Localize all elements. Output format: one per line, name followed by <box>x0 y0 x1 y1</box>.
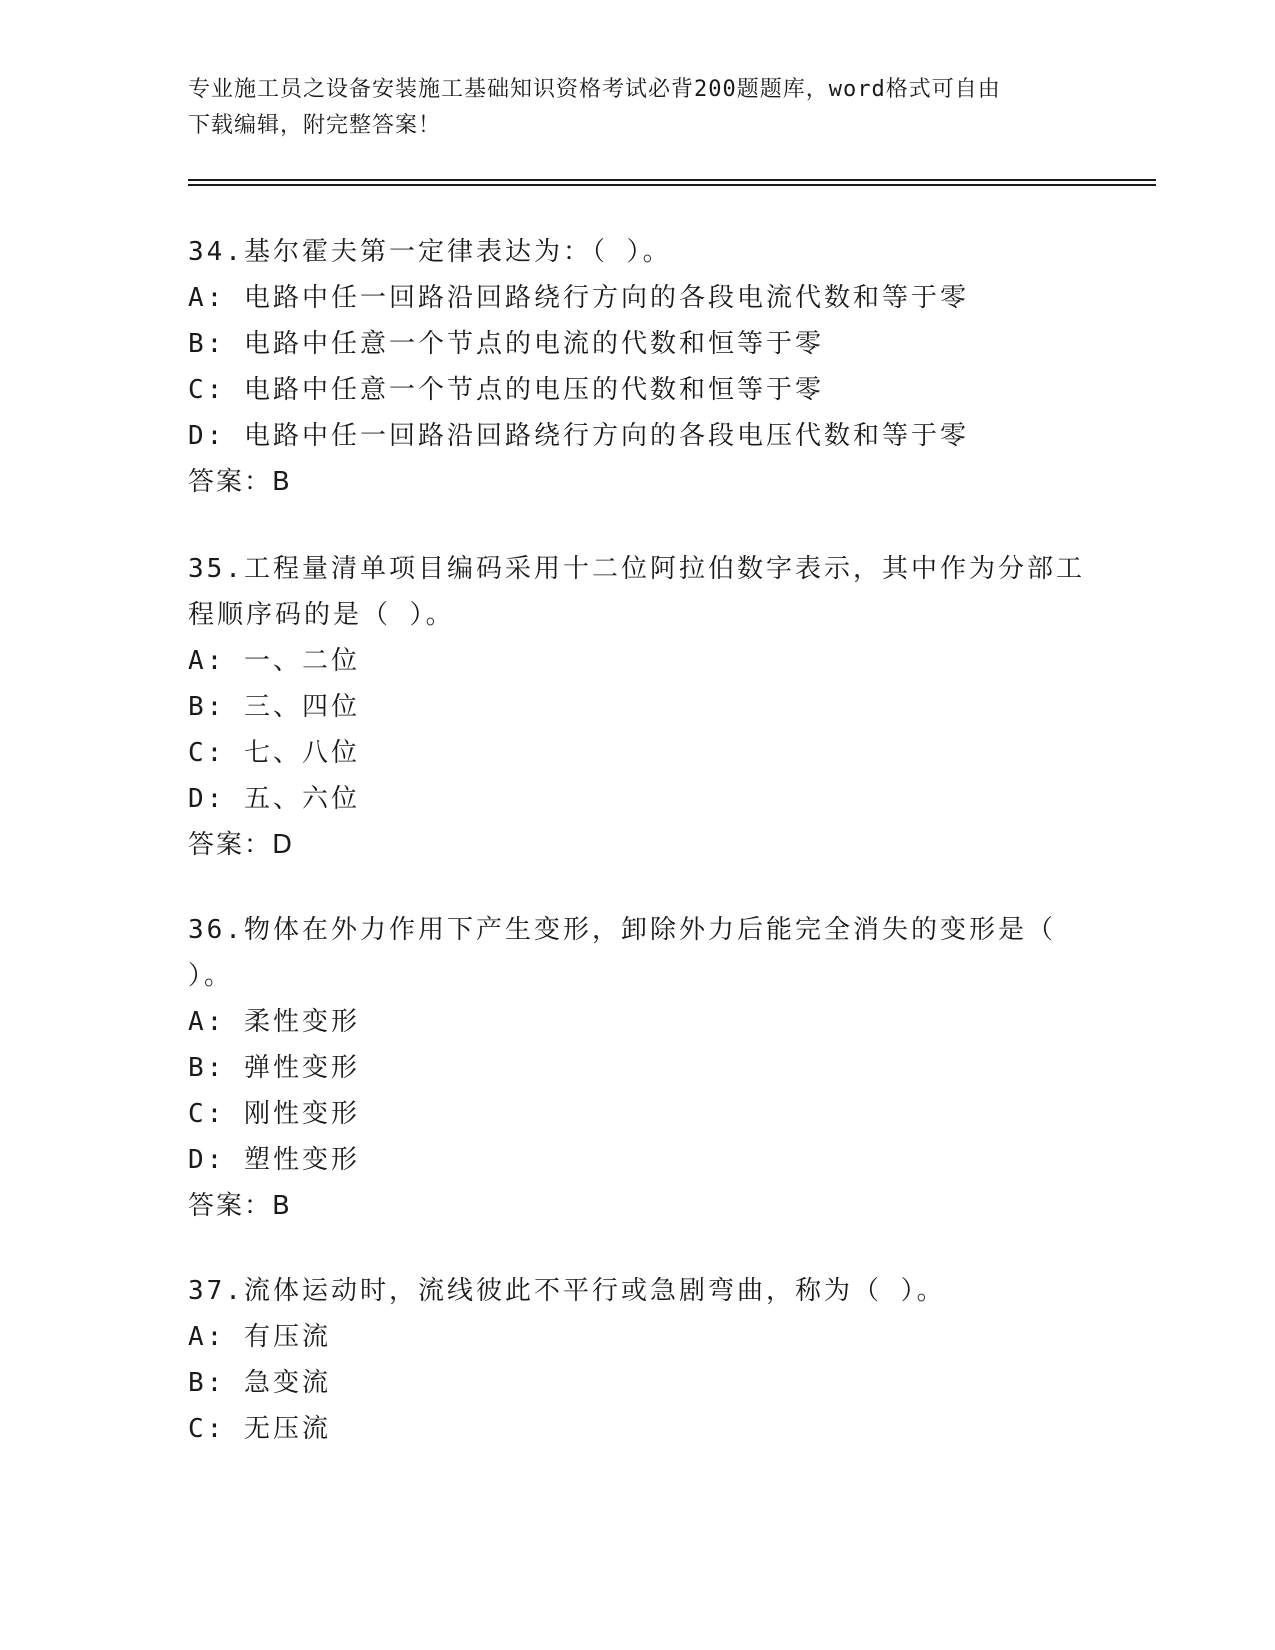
option-b: B: 三、四位 <box>188 692 360 722</box>
header-divider-bottom <box>188 184 1156 186</box>
question-stem: 34.基尔霍夫第一定律表达为：（ ）。 <box>188 237 672 267</box>
option-b: B: 急变流 <box>188 1368 331 1398</box>
option-c: C: 电路中任意一个节点的电压的代数和恒等于零 <box>188 375 824 405</box>
answer: 答案：B <box>188 467 292 497</box>
option-a: A: 柔性变形 <box>188 1007 360 1037</box>
option-c: C: 无压流 <box>188 1414 331 1444</box>
answer: 答案：B <box>188 1191 292 1221</box>
header-line-1: 专业施工员之设备安装施工基础知识资格考试必背200题题库，word格式可自由 <box>188 77 1001 102</box>
option-a: A: 一、二位 <box>188 646 360 676</box>
answer: 答案：D <box>188 830 295 860</box>
question-stem-line-1: 36.物体在外力作用下产生变形，卸除外力后能完全消失的变形是（ <box>188 915 1056 945</box>
option-a: A: 有压流 <box>188 1322 331 1352</box>
question-stem-line-2: 程顺序码的是（ ）。 <box>188 600 455 630</box>
question-34 <box>188 229 1088 505</box>
question-stem-line-1: 35.工程量清单项目编码采用十二位阿拉伯数字表示，其中作为分部工 <box>188 554 1085 584</box>
question-37 <box>188 1268 1088 1452</box>
document-header <box>188 72 1088 144</box>
header-divider-top <box>188 179 1156 181</box>
question-stem: 37.流体运动时，流线彼此不平行或急剧弯曲，称为（ ）。 <box>188 1276 946 1306</box>
option-a: A: 电路中任一回路沿回路绕行方向的各段电流代数和等于零 <box>188 283 969 313</box>
option-d: D: 电路中任一回路沿回路绕行方向的各段电压代数和等于零 <box>188 421 969 451</box>
question-stem-line-2: ）。 <box>188 961 234 991</box>
header-line-2: 下载编辑，附完整答案！ <box>188 113 442 138</box>
option-b: B: 弹性变形 <box>188 1053 360 1083</box>
option-d: D: 五、六位 <box>188 784 360 814</box>
question-35 <box>188 546 1088 868</box>
option-c: C: 七、八位 <box>188 738 360 768</box>
option-d: D: 塑性变形 <box>188 1145 360 1175</box>
question-36 <box>188 907 1088 1229</box>
option-c: C: 刚性变形 <box>188 1099 360 1129</box>
option-b: B: 电路中任意一个节点的电流的代数和恒等于零 <box>188 329 824 359</box>
